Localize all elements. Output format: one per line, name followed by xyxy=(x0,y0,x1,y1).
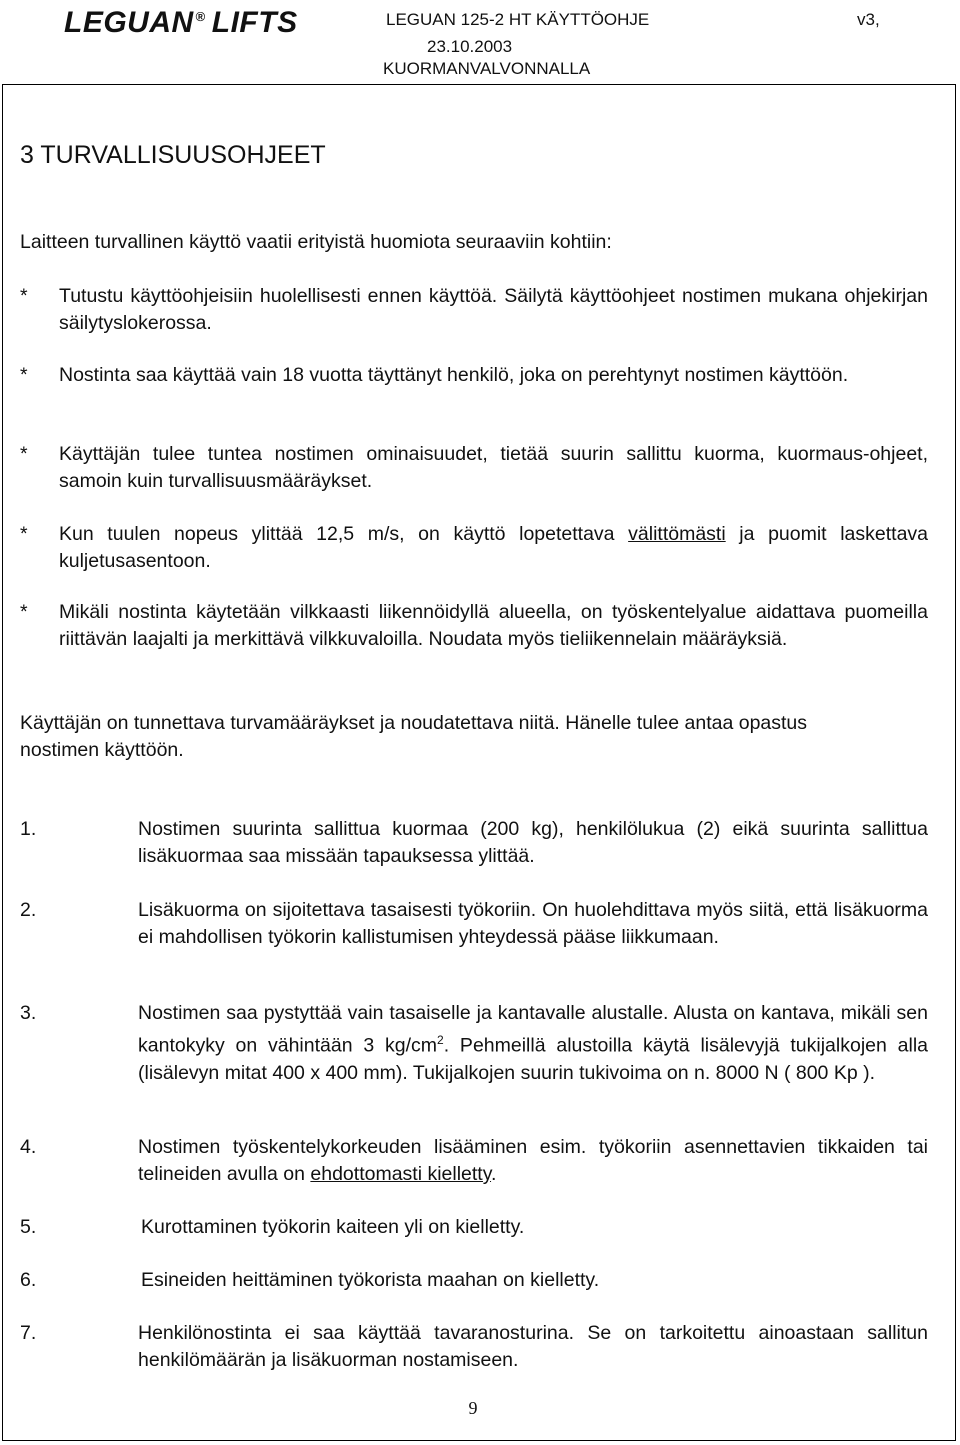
item-number: 1. xyxy=(20,818,37,840)
item-number: 2. xyxy=(20,899,37,921)
bullet-mark: * xyxy=(20,443,28,465)
bullet-text-part: Kun tuulen nopeus ylittää 12,5 m/s, on käyttö lopetettava xyxy=(59,523,629,545)
item-text: Henkilönostinta ei saa käyttää tavaranosturina. Se on tarkoitettu ainoastaan sallitun henkilömäärän ja lisäkuorman nostamiseen. xyxy=(138,1322,928,1371)
item-text xyxy=(138,1134,928,1188)
intro-paragraph: Laitteen turvallinen käyttö vaatii erityistä huomiota seuraaviin kohtiin: xyxy=(20,231,612,253)
item-text-part: Nostimen työskentelykorkeuden lisääminen esim. työkoriin asennettavien tikkaiden tai telineiden avulla on xyxy=(138,1136,928,1185)
item-text-part: . xyxy=(491,1163,497,1185)
bullet-mark: * xyxy=(20,364,28,386)
item-number: 3. xyxy=(20,1002,37,1024)
item-text: Esineiden heittäminen työkorista maahan on kielletty. xyxy=(141,1269,600,1291)
item-number: 6. xyxy=(20,1269,37,1291)
logo-suffix: LIFTS xyxy=(211,6,298,39)
bullet-text-part: ja puomit laskettava kuljetusasentoon. xyxy=(59,523,929,572)
item-text: Kurottaminen työkorin kaiteen yli on kielletty. xyxy=(141,1216,525,1238)
item-number: 7. xyxy=(20,1322,37,1344)
logo-text: LEGUAN xyxy=(64,6,194,39)
item-text xyxy=(138,1000,928,1087)
item-text: Nostimen suurinta sallittua kuormaa (200 kg), henkilölukua (2) eikä suurinta sallittua lisäkuormaa saa missään tapauksessa ylittää. xyxy=(138,818,928,867)
item-text: Lisäkuorma on sijoitettava tasaisesti työkoriin. On huolehdittava myös siitä, että lisäkuorma ei mahdollisen työkorin kallistumisen yhteydessä pääse liikkumaan. xyxy=(138,899,928,948)
item-text-part: Nostimen saa pystyttää vain tasaiselle ja kantavalle alustalle. Alusta on kantava, mikäli sen kantokyky on vähintään 3 kg/cm xyxy=(138,1002,928,1057)
section-title: 3 TURVALLISUUSOHJEET xyxy=(20,141,326,169)
bullet-text: Tutustu käyttöohjeisiin huolellisesti ennen käyttöä. Säilytä käyttöohjeet nostimen mukana ohjekirjan säilytyslokerossa. xyxy=(59,285,928,334)
item-number: 5. xyxy=(20,1216,37,1238)
superscript: 2 xyxy=(437,1033,444,1047)
doc-title: LEGUAN 125-2 HT KÄYTTÖOHJE xyxy=(386,10,650,29)
bullet-mark: * xyxy=(20,285,28,307)
emphasis-strictly-forbidden: ehdottomasti kielletty xyxy=(310,1163,492,1185)
closing-paragraph: Käyttäjän on tunnettava turvamääräykset ja noudatettava niitä. Hänelle tulee antaa opastus nostimen käyttöön. xyxy=(20,712,808,761)
emphasis-immediately: välittömästi xyxy=(628,523,726,545)
bullet-text: Käyttäjän tulee tuntea nostimen ominaisuudet, tietää suurin sallittu kuorma, kuormaus-ohjeet, samoin kuin turvallisuusmääräykset. xyxy=(59,443,928,492)
bullet-mark: * xyxy=(20,523,28,545)
item-text-part: . Pehmeillä alustoilla käytä lisälevyjä tukijalkojen alla (lisälevyn mitat 400 x 400 mm). Tukijalkojen suurin tukivoima on n. 8000 N ( 800 Kp ). xyxy=(138,1034,928,1084)
doc-version: v3, xyxy=(857,10,880,29)
doc-date: 23.10.2003 xyxy=(427,37,513,56)
bullet-text: Mikäli nostinta käytetään vilkkaasti liikennöidyllä alueella, on työskentelyalue aidattava puomeilla riittävän laajalti ja merkittävä vilkkuvaloilla. Noudata myös tieliikennelain määräyksiä. xyxy=(59,601,928,650)
bullet-text xyxy=(59,521,928,575)
page-number: 9 xyxy=(468,1398,478,1418)
registered-mark: ® xyxy=(195,9,206,24)
bullet-mark: * xyxy=(20,601,28,623)
brand-logo xyxy=(64,0,298,40)
item-number: 4. xyxy=(20,1136,37,1158)
bullet-text: Nostinta saa käyttää vain 18 vuotta täyttänyt henkilö, joka on perehtynyt nostimen käyttöön. xyxy=(59,364,849,386)
doc-subtitle: KUORMANVALVONNALLA xyxy=(383,59,591,78)
